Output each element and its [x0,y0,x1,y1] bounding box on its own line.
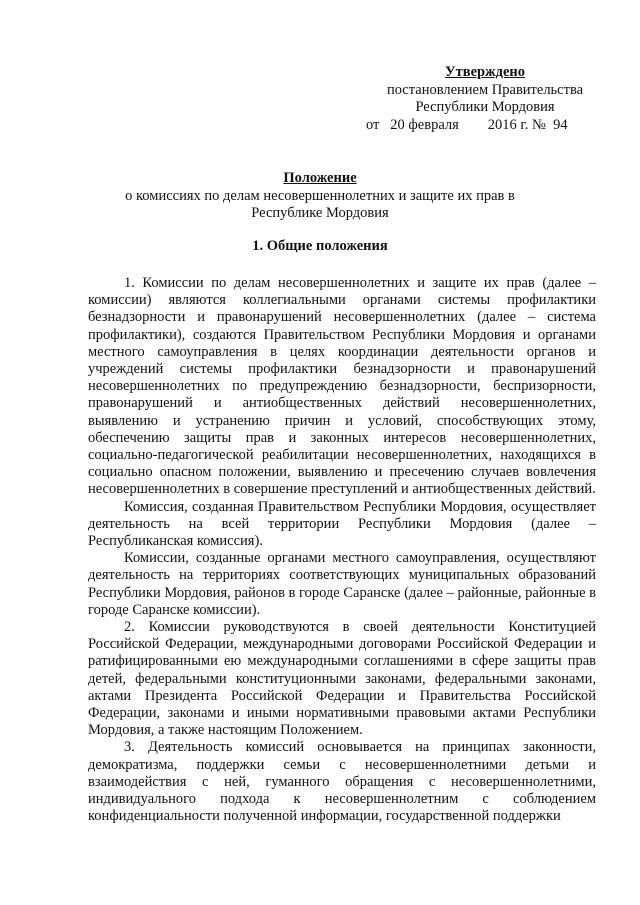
approval-line-2: Республики Мордовия [415,99,555,115]
paragraph-5: 3. Деятельность комиссий основывается на принципах законности, демократизма, поддержки семьи с несовершеннолетними детьми и взаимодействия с ней, гуманного обращения с несовершеннолетними, индивидуального подхода к несовершеннолетним с соблюдением конфиденциальности полученной информации, государственной поддержки [88,739,596,825]
approval-line-1: постановлением Правительства [386,81,584,98]
paragraph-4: 2. Комиссии руководствуются в своей деятельности Конституцией Российской Федерации, международными договорами Российской Федерации и ратифицированными ею международными соглашениями в сфере защиты прав детей, федеральными конституционными законами, федеральными законами, актами Президента Российской Федерации и Правительства Российской Федерации, законами и иными нормативными правовыми актами Республики Мордовия, а также настоящим Положением. [88,619,596,739]
approval-stamp [360,64,610,134]
document-subtitle-line-2: Республике Мордовия [251,205,389,221]
paragraph-3: Комиссии, созданные органами местного самоуправления, осуществляют деятельность на территориях соответствующих муниципальных образований Республики Мордовия, районов в городе Саранске (далее – районные, районные в городе Саранске комиссии). [88,550,596,618]
approval-title: Утверждено [445,64,525,80]
document-title: Положение [283,170,357,186]
document-subtitle-line-1: о комиссиях по делам несовершеннолетних и защите их прав в [125,187,515,204]
paragraph-2: Комиссия, созданная Правительством Республики Мордовия, осуществляет деятельность на всей территории Республики Мордовия (далее – Республиканская комиссия). [88,498,596,550]
document-title-block [100,170,540,223]
approval-date-line: от 20 февраля 2016 г. № 94 [366,116,568,133]
paragraph-1: 1. Комиссии по делам несовершеннолетних и защите их прав (далее – комиссии) являются коллегиальными органами системы профилактики безнадзорности и правонарушений несовершеннолетних (далее – система профилактики), создаются Правительством Республики Мордовия и органами местного самоуправления в целях координации деятельности органов и учреждений системы профилактики безнадзорности и правонарушений несовершеннолетних по предупреждению безнадзорности, беспризорности, правонарушений и антиобщественных действий несовершеннолетних, выявлению и устранению причин и условий, способствующих этому, обеспечению защиты прав и законных интересов несовершеннолетних, социально-педагогической реабилитации несовершеннолетних, находящихся в социально опасном положении, выявлению и пресечению случаев вовлечения несовершеннолетних в совершение преступлений и антиобщественных действий. [88,275,596,498]
document-body [88,275,596,826]
section-heading: 1. Общие положения [252,238,388,254]
